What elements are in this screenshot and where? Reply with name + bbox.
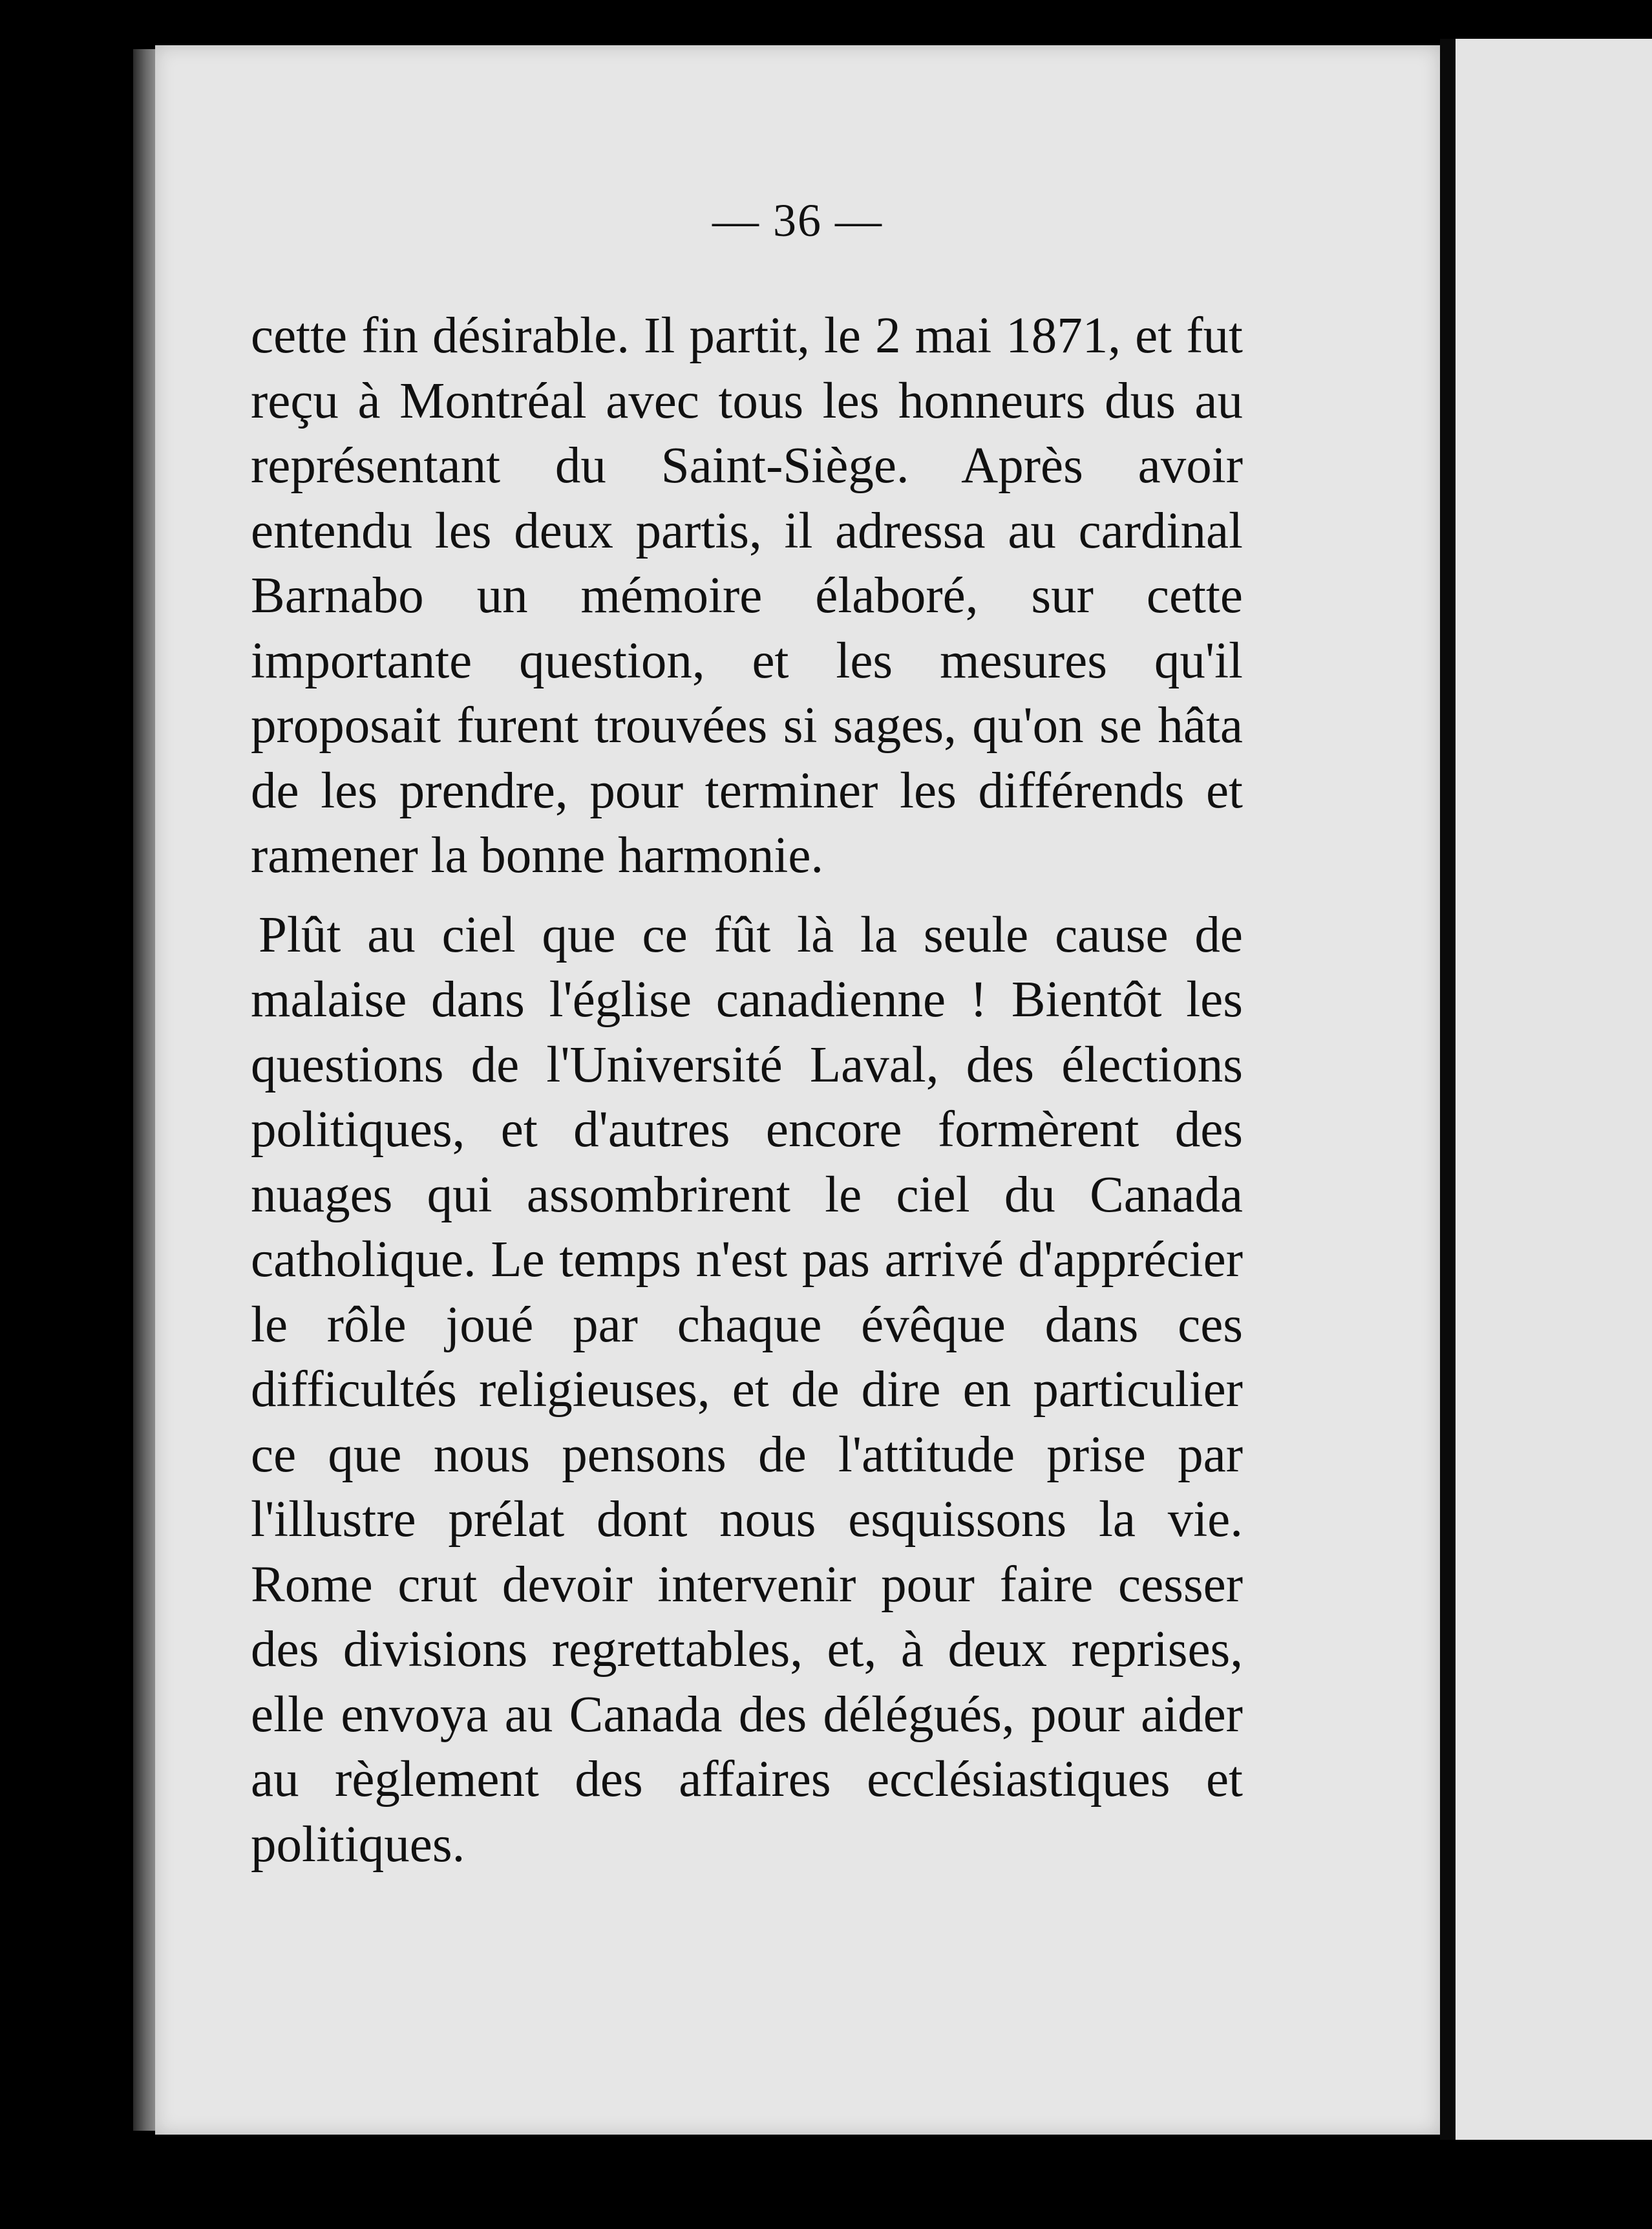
page-gutter bbox=[1440, 39, 1456, 2140]
body-text bbox=[251, 304, 1243, 1877]
paragraph: Plût au ciel que ce fût là la seule cause de malaise dans l'église canadienne ! Bientôt les questions de l'Université Laval, des élections politiques, et d'autres encore formèrent des nuages qui assombrirent le ciel du Canada catholique. Le temps n'est pas arrivé d'apprécier le rôle joué par chaque évêque dans ces difficultés religieuses, et de dire en particulier ce que nous pensons de l'attitude prise par l'illustre prélat dont nous esquissons la vie. Rome crut devoir intervenir pour faire cesser des divisions regrettables, et, à deux reprises, elle envoya au Canada des délégués, pour aider au règlement des affaires ecclésiastiques et politiques. bbox=[251, 906, 1243, 1873]
right-page-edge bbox=[1456, 39, 1652, 2140]
page-number: — 36 — bbox=[712, 195, 883, 246]
paragraph: cette fin désirable. Il partit, le 2 mai 1871, et fut reçu à Montréal avec tous les honneurs dus au représentant du Saint-Siège. Après avoir entendu les deux partis, il adressa au cardinal Barnabo un mémoire élaboré, sur cette importante question, et les mesures qu'il proposait furent trouvées si sages, qu'on se hâta de les prendre, pour terminer les différends et ramener la bonne harmonie. bbox=[251, 308, 1243, 884]
